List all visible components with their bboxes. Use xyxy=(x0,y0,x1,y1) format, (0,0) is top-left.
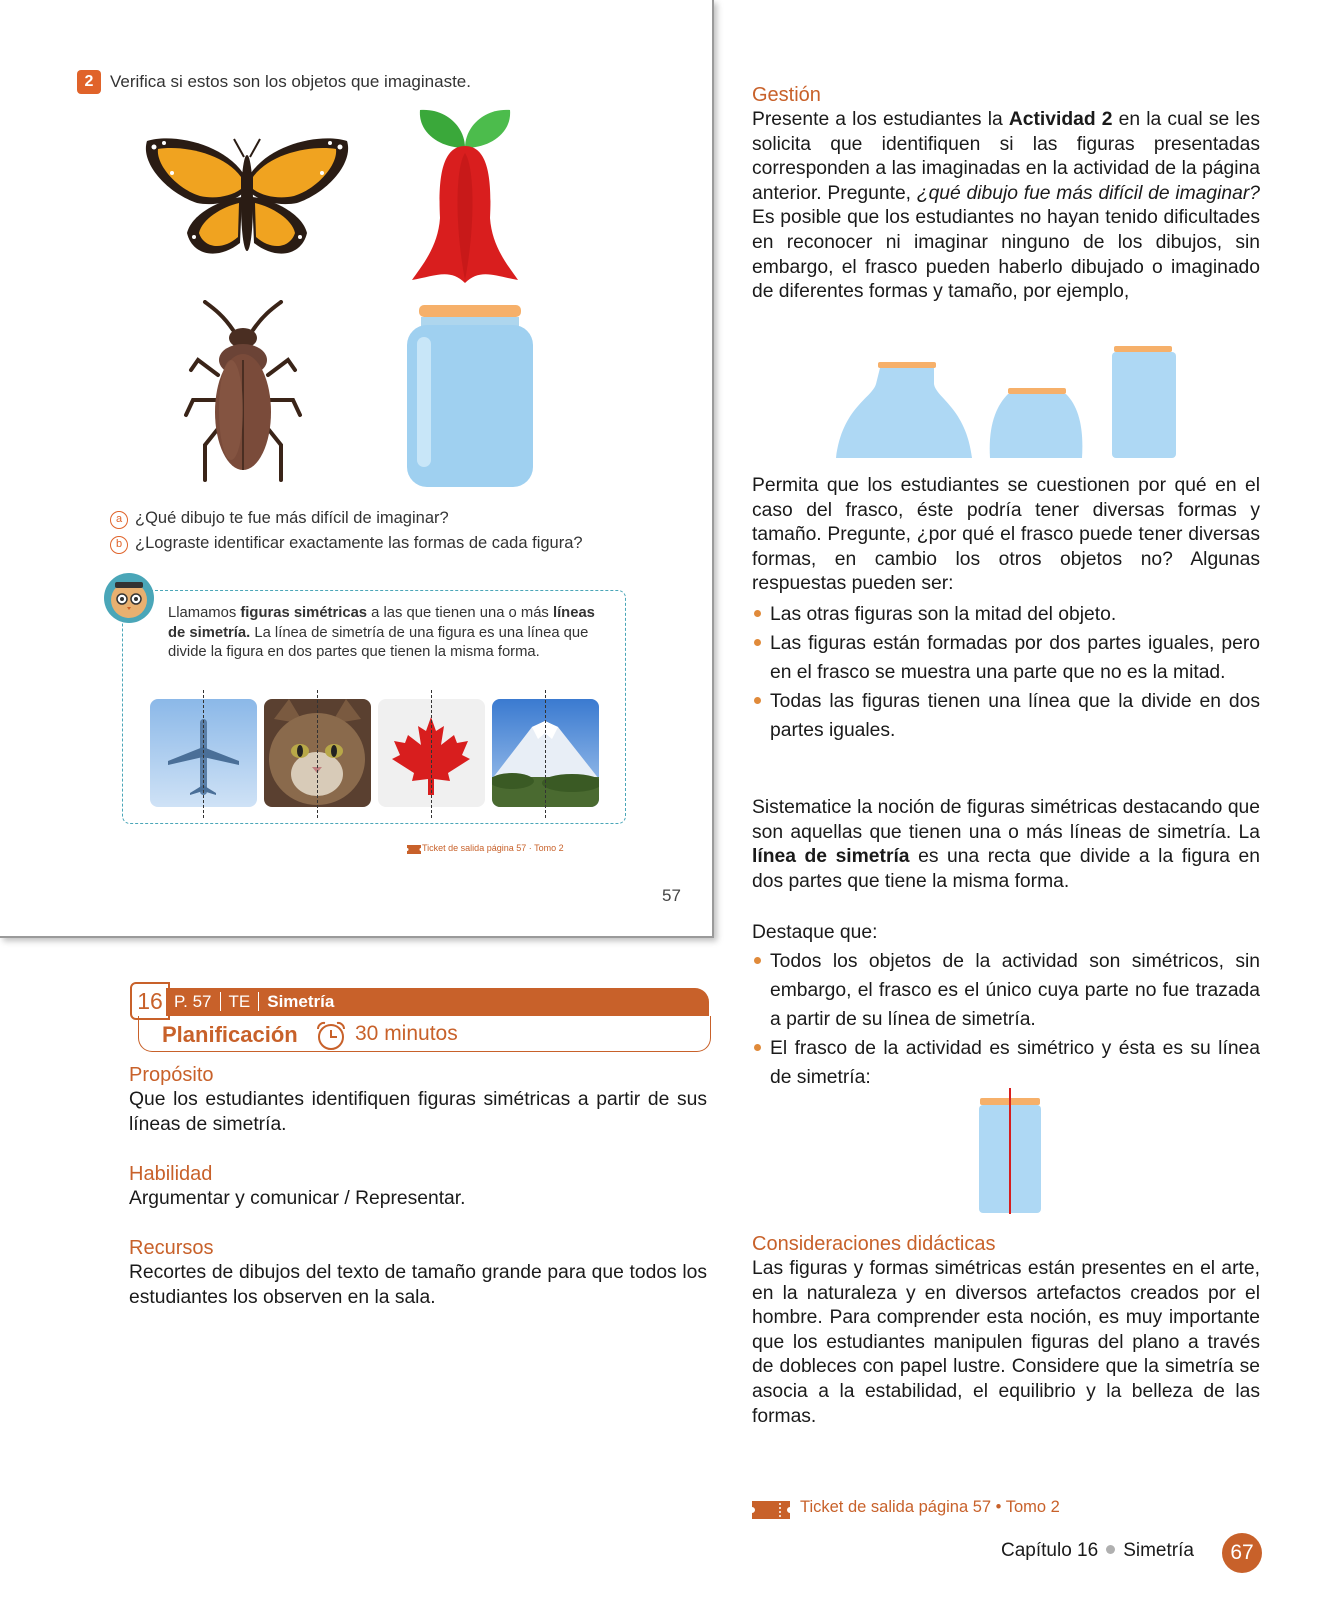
symmetry-line xyxy=(545,690,546,818)
gestion-text-italic: ¿qué dibujo fue más difícil de imaginar? xyxy=(916,182,1260,204)
activity-number-badge: 2 xyxy=(77,70,101,94)
jar-shapes-examples xyxy=(836,346,1182,458)
symmetry-line xyxy=(203,690,204,818)
owl-teacher-icon xyxy=(103,572,155,624)
habilidad-text: Argumentar y comunicar / Representar. xyxy=(129,1188,466,1209)
habilidad-heading: Habilidad xyxy=(129,1163,213,1185)
alarm-clock-icon xyxy=(315,1021,347,1051)
ticket-icon xyxy=(407,845,421,854)
sist-text-part: Sistematice la noción de figuras simétricas destacando que son aquellas que tienen una o más líneas de simetría. La xyxy=(752,797,1260,843)
destaque-list xyxy=(752,947,1260,1092)
sistematice-paragraph xyxy=(752,796,1260,894)
footer-topic: Simetría xyxy=(1123,1540,1194,1561)
info-text-bold: figuras simétricas xyxy=(240,605,368,621)
proposito-heading: Propósito xyxy=(129,1064,214,1086)
te-label: TE xyxy=(220,992,259,1011)
proposito-text: Que los estudiantes identifiquen figuras simétricas a partir de sus líneas de simetría. xyxy=(129,1089,707,1135)
book-page-number: 57 xyxy=(662,886,681,905)
question-b-text: ¿Lograste identificar exactamente las formas de cada figura? xyxy=(135,534,583,552)
planning-time: 30 minutos xyxy=(355,1022,458,1045)
jar-symmetry-line-figure xyxy=(975,1088,1045,1214)
destaque-label: Destaque que: xyxy=(752,922,878,943)
gestion-text-part: en la cual se les solicita que identifiquen si las figuras presentadas corresponden a las imaginadas en la actividad de la página anterior. Pregunte, xyxy=(752,109,1260,204)
footer-ticket-label: Ticket de salida página 57 • Tomo 2 xyxy=(800,1498,1060,1516)
gestion-paragraph-1 xyxy=(752,108,1260,305)
info-text-part: Llamamos xyxy=(168,605,241,621)
lesson-header-bar xyxy=(166,988,709,1016)
gestion-heading: Gestión xyxy=(752,84,821,106)
question-bullet-b: b xyxy=(110,536,128,554)
gestion-text-bold: Actividad 2 xyxy=(1008,109,1113,130)
footer-chapter xyxy=(1001,1540,1194,1562)
info-box-text xyxy=(168,604,598,663)
activity-title: Verifica si estos son los objetos que imaginaste. xyxy=(110,72,471,91)
gestion-text-part: Presente a los estudiantes la xyxy=(752,109,1009,130)
jar-illustration xyxy=(405,305,535,490)
lesson-number: 16 xyxy=(130,982,170,1020)
planning-label: Planificación xyxy=(162,1022,298,1047)
consideraciones-heading: Consideraciones didácticas xyxy=(752,1233,996,1255)
question-a-text: ¿Qué dibujo te fue más difícil de imaginar? xyxy=(135,509,449,527)
list-item: Las figuras están formadas por dos partes iguales, pero en el frasco se muestra una parte que no es la mitad. xyxy=(752,629,1260,687)
recursos-text: Recortes de dibujos del texto de tamaño grande para que todos los estudiantes los observen en la sala. xyxy=(129,1262,707,1308)
info-text-part: a las que tienen una o más xyxy=(367,605,553,621)
list-item: El frasco de la actividad es simétrico y ésta es su línea de simetría: xyxy=(752,1034,1260,1092)
question-a xyxy=(110,509,449,529)
copihue-flower-illustration xyxy=(410,108,520,288)
cockroach-illustration xyxy=(183,300,303,485)
list-item: Todos los objetos de la actividad son simétricos, sin embargo, el frasco es el único cuya parte no fue trazada a partir de su línea de simetría. xyxy=(752,947,1260,1034)
footer-page-number: 67 xyxy=(1222,1533,1262,1573)
list-item: Todas las figuras tienen una línea que la divide en dos partes iguales. xyxy=(752,687,1260,745)
symmetry-line xyxy=(317,690,318,818)
gestion-text-part: Es posible que los estudiantes no hayan tenido dificultades en reconocer ni imaginar ninguno de los dibujos, sin embargo, el frasco pueden haberlo dibujado o imaginado de diferentes formas y tamaño, por ejemplo, xyxy=(752,207,1260,303)
info-text-part: La línea de simetría de una figura es una línea que divide la figura en dos partes que tienen la misma forma. xyxy=(168,624,589,660)
list-item: Las otras figuras son la mitad del objeto. xyxy=(752,600,1260,629)
consideraciones-text: Las figuras y formas simétricas están presentes en el arte, en la naturaleza y en diversos artefactos creados por el hombre. Para comprender esta noción, es muy importante que los estudiantes manipulen figuras del plano a través de dobleces con papel lustre. Considere que la simetría se asocia a la estabilidad, el equilibrio y la belleza de las formas. xyxy=(752,1258,1260,1427)
question-b xyxy=(110,534,583,554)
footer-chapter-label: Capítulo 16 xyxy=(1001,1540,1099,1561)
page-ref: P. 57 xyxy=(174,992,212,1011)
sist-text-part: es una recta que divide a la figura en dos partes que tiene la misma forma. xyxy=(752,846,1260,892)
book-ticket-label: Ticket de salida página 57 · Tomo 2 xyxy=(422,843,564,853)
symmetry-line xyxy=(431,690,432,818)
info-text-bold: líneas de simetría. xyxy=(168,605,595,641)
gestion-paragraph-2: Permita que los estudiantes se cuestionen por qué en el caso del frasco, éste podría tener diversas formas y tamaño. Pregunte, ¿por qué el frasco puede tener diversas formas, en cambio los otros objetos no? Algunas respuestas pueden ser: xyxy=(752,475,1260,595)
sist-text-bold: línea de simetría xyxy=(752,846,910,868)
answers-list xyxy=(752,600,1260,745)
footer-separator-dot xyxy=(1106,1545,1115,1554)
lesson-topic: Simetría xyxy=(258,992,342,1011)
ticket-icon xyxy=(752,1501,790,1519)
butterfly-illustration xyxy=(142,133,352,269)
question-bullet-a: a xyxy=(110,511,128,529)
recursos-heading: Recursos xyxy=(129,1237,214,1259)
